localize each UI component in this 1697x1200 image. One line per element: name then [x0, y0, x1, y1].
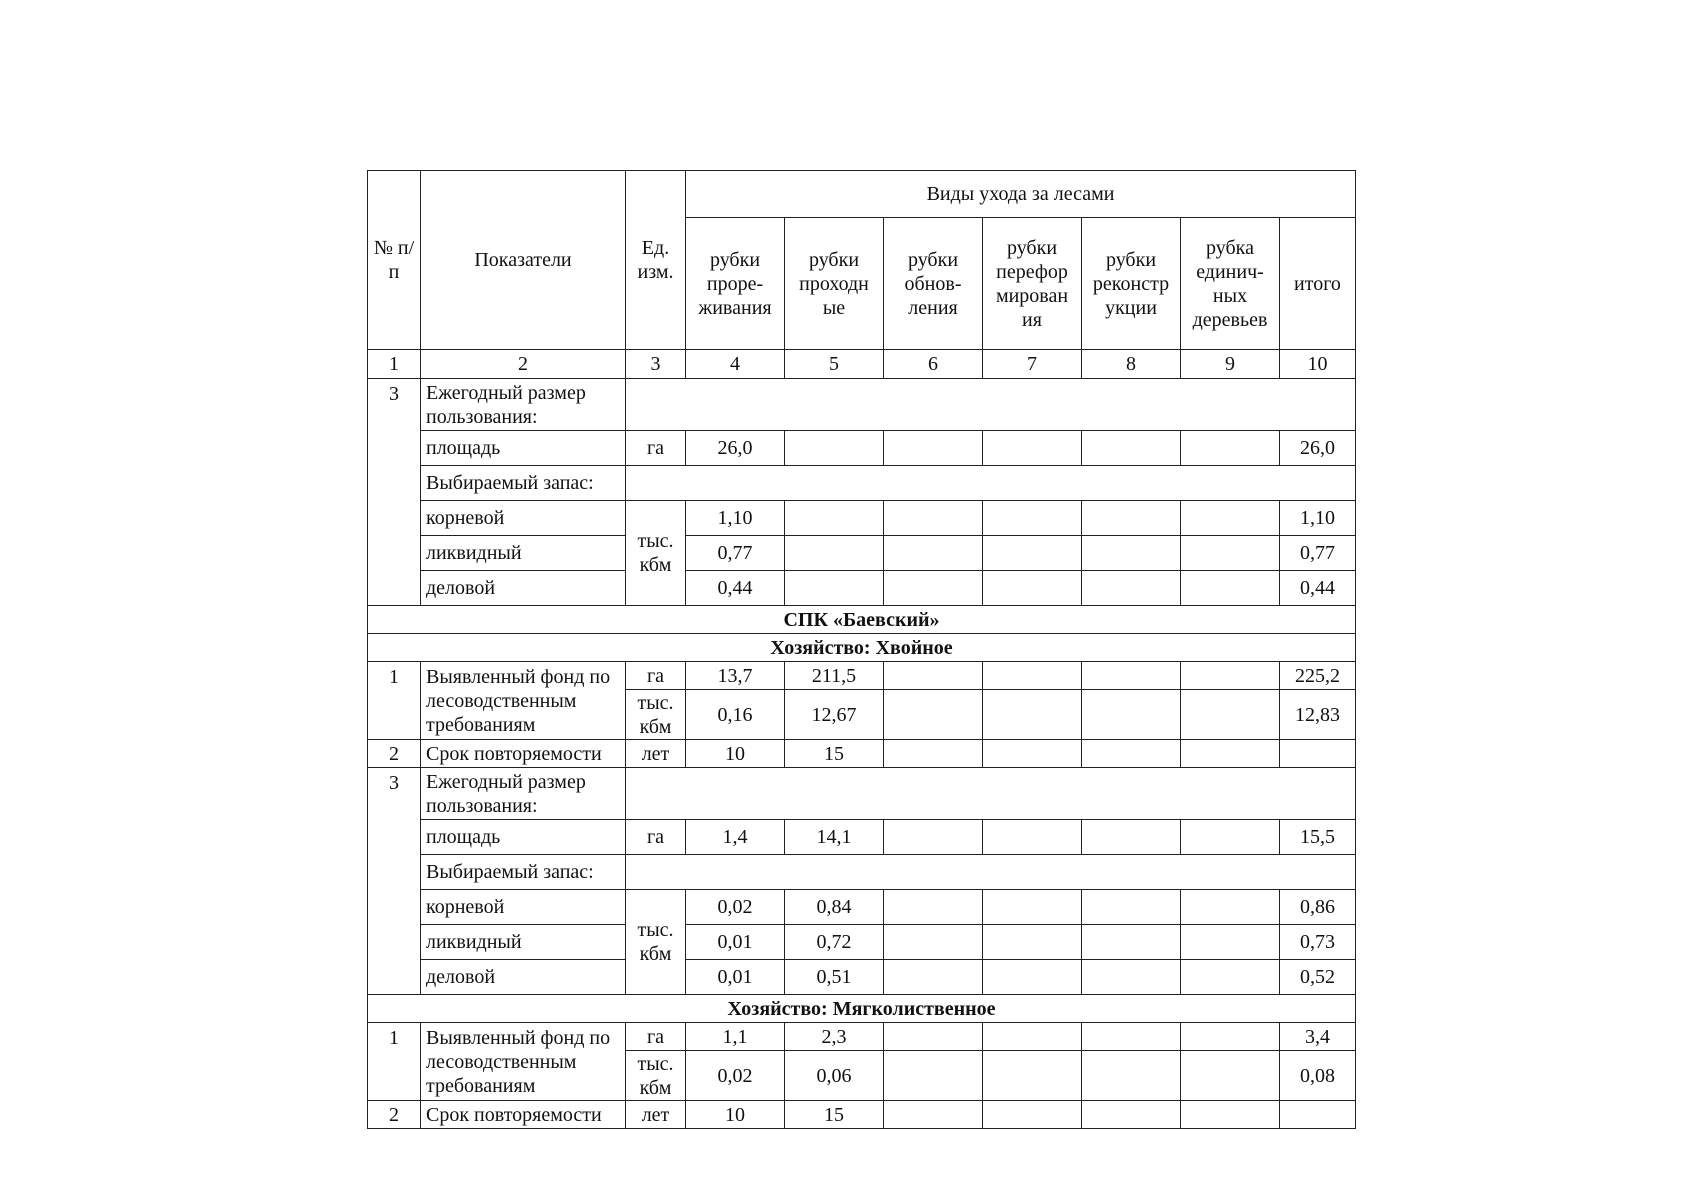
conifer-area-col8: [1082, 820, 1181, 855]
conifer-period-no: 2: [368, 740, 421, 768]
conifer-fund-area-col4: 13,7: [686, 662, 785, 690]
header-col-number: 10: [1280, 350, 1356, 379]
conifer-period-row: [368, 740, 1356, 768]
header-col-number: 4: [686, 350, 785, 379]
conifer-period-unit: лет: [626, 740, 686, 768]
conifer-stock-item-label: корневой: [421, 890, 626, 925]
conifer-stock-item-col10: 0,73: [1280, 925, 1356, 960]
block-a-stock-item-col8: [1082, 501, 1181, 536]
softwood-fund-volume-col7: [983, 1051, 1082, 1101]
conifer-fund-label: Выявленный фонд по лесоводственным требованиям: [421, 662, 626, 740]
block-a-stock-item-col4: 0,44: [686, 571, 785, 606]
header-type-1: рубки проре- живания: [686, 218, 785, 350]
block-a-stock-item-col9: [1181, 536, 1280, 571]
farm-softwood-title-row: [368, 995, 1356, 1023]
conifer-fund-volume-col10: 12,83: [1280, 690, 1356, 740]
conifer-fund-area-col9: [1181, 662, 1280, 690]
softwood-period-no: 2: [368, 1101, 421, 1129]
conifer-stock-item-col4: 0,01: [686, 960, 785, 995]
block-a-annual-no: 3: [368, 379, 421, 606]
farm-conifer-title: Хозяйство: Хвойное: [368, 634, 1356, 662]
block-a-stock-item-col9: [1181, 501, 1280, 536]
header-col-number: 9: [1181, 350, 1280, 379]
block-a-stock-item-label: корневой: [421, 501, 626, 536]
conifer-stock-item-col8: [1082, 925, 1181, 960]
conifer-stock-item-label: ликвидный: [421, 925, 626, 960]
block-a-stock-unit: тыс. кбм: [626, 501, 686, 606]
conifer-stock-item-col9: [1181, 890, 1280, 925]
conifer-area-col6: [884, 820, 983, 855]
softwood-fund-volume-col6: [884, 1051, 983, 1101]
softwood-fund-volume-col5: 0,06: [785, 1051, 884, 1101]
softwood-period-col6: [884, 1101, 983, 1129]
conifer-stock-item-col5: 0,51: [785, 960, 884, 995]
conifer-stock-item-col9: [1181, 960, 1280, 995]
block-a-area-row: [368, 431, 1356, 466]
softwood-period-col7: [983, 1101, 1082, 1129]
softwood-fund-unit-volume: тыс. кбм: [626, 1051, 686, 1101]
block-a-stock-label: Выбираемый запас:: [421, 466, 626, 501]
header-col-number: 5: [785, 350, 884, 379]
header-no: № п/п: [368, 171, 421, 350]
block-a-stock-item-col5: [785, 536, 884, 571]
block-a-stock-item-col7: [983, 571, 1082, 606]
softwood-fund-unit-area: га: [626, 1023, 686, 1051]
conifer-annual-no: 3: [368, 768, 421, 995]
softwood-fund-area-col5: 2,3: [785, 1023, 884, 1051]
conifer-area-unit: га: [626, 820, 686, 855]
header-col-number: 3: [626, 350, 686, 379]
conifer-stock-item-col6: [884, 890, 983, 925]
org-title-row: [368, 606, 1356, 634]
softwood-fund-area-row: [368, 1023, 1356, 1051]
conifer-period-col8: [1082, 740, 1181, 768]
conifer-fund-area-col6: [884, 662, 983, 690]
block-a-stock-row: [368, 466, 1356, 501]
block-a-stock-item-row: [368, 536, 1356, 571]
conifer-stock-item-col7: [983, 925, 1082, 960]
conifer-area-col5: 14,1: [785, 820, 884, 855]
block-a-area-col9: [1181, 431, 1280, 466]
conifer-period-col7: [983, 740, 1082, 768]
conifer-area-col9: [1181, 820, 1280, 855]
block-a-stock-item-col6: [884, 571, 983, 606]
conifer-area-label: площадь: [421, 820, 626, 855]
conifer-fund-area-col8: [1082, 662, 1181, 690]
header-col-number: 7: [983, 350, 1082, 379]
block-a-area-col8: [1082, 431, 1181, 466]
block-a-area-label: площадь: [421, 431, 626, 466]
header-type-4: рубки перефор мирован ия: [983, 218, 1082, 350]
softwood-fund-area-col9: [1181, 1023, 1280, 1051]
block-a-area-col10: 26,0: [1280, 431, 1356, 466]
softwood-period-unit: лет: [626, 1101, 686, 1129]
block-a-stock-item-col10: 0,77: [1280, 536, 1356, 571]
farm-conifer-title-row: [368, 634, 1356, 662]
block-a-stock-item-col7: [983, 536, 1082, 571]
conifer-fund-volume-col5: 12,67: [785, 690, 884, 740]
softwood-fund-area-col10: 3,4: [1280, 1023, 1356, 1051]
softwood-period-row: [368, 1101, 1356, 1129]
header-group-title: Виды ухода за лесами: [686, 171, 1356, 218]
block-a-stock-item-col8: [1082, 536, 1181, 571]
conifer-area-col10: 15,5: [1280, 820, 1356, 855]
conifer-stock-item-row: [368, 925, 1356, 960]
conifer-area-col4: 1,4: [686, 820, 785, 855]
header-indicators: Показатели: [421, 171, 626, 350]
softwood-fund-label: Выявленный фонд по лесоводственным требованиям: [421, 1023, 626, 1101]
block-a-stock-item-col5: [785, 571, 884, 606]
softwood-period-col10: [1280, 1101, 1356, 1129]
conifer-fund-volume-col7: [983, 690, 1082, 740]
conifer-stock-item-col8: [1082, 890, 1181, 925]
softwood-period-label: Срок повторяемости: [421, 1101, 626, 1129]
block-a-annual-row: [368, 379, 1356, 431]
block-a-stock-item-col6: [884, 501, 983, 536]
org-title: СПК «Баевский»: [368, 606, 1356, 634]
softwood-fund-area-col4: 1,1: [686, 1023, 785, 1051]
block-a-stock-item-col7: [983, 501, 1082, 536]
forest-care-table: [367, 170, 1356, 1129]
block-a-stock-item-label: ликвидный: [421, 536, 626, 571]
block-a-stock-item-col4: 0,77: [686, 536, 785, 571]
block-a-area-col6: [884, 431, 983, 466]
conifer-fund-area-col7: [983, 662, 1082, 690]
conifer-stock-item-col10: 0,52: [1280, 960, 1356, 995]
block-a-area-col5: [785, 431, 884, 466]
conifer-stock-item-col7: [983, 960, 1082, 995]
farm-softwood-title: Хозяйство: Мягколиственное: [368, 995, 1356, 1023]
conifer-stock-blank: [626, 855, 1356, 890]
softwood-fund-volume-col10: 0,08: [1280, 1051, 1356, 1101]
block-a-area-col4: 26,0: [686, 431, 785, 466]
conifer-stock-item-col4: 0,02: [686, 890, 785, 925]
conifer-period-col10: [1280, 740, 1356, 768]
header-type-5: рубки реконстр укции: [1082, 218, 1181, 350]
header-type-6: рубка единич- ных деревьев: [1181, 218, 1280, 350]
softwood-fund-area-col6: [884, 1023, 983, 1051]
block-a-stock-item-col6: [884, 536, 983, 571]
conifer-period-col6: [884, 740, 983, 768]
block-a-stock-item-col10: 1,10: [1280, 501, 1356, 536]
softwood-fund-area-col8: [1082, 1023, 1181, 1051]
softwood-fund-volume-col4: 0,02: [686, 1051, 785, 1101]
block-a-stock-item-col5: [785, 501, 884, 536]
block-a-annual-blank: [626, 379, 1356, 431]
conifer-fund-unit-volume: тыс. кбм: [626, 690, 686, 740]
header-col-number: 1: [368, 350, 421, 379]
softwood-period-col4: 10: [686, 1101, 785, 1129]
conifer-fund-area-col5: 211,5: [785, 662, 884, 690]
block-a-stock-blank: [626, 466, 1356, 501]
conifer-annual-row: [368, 768, 1356, 820]
conifer-fund-volume-col6: [884, 690, 983, 740]
conifer-fund-volume-col9: [1181, 690, 1280, 740]
softwood-fund-area-col7: [983, 1023, 1082, 1051]
block-a-area-unit: га: [626, 431, 686, 466]
conifer-stock-item-row: [368, 890, 1356, 925]
softwood-period-col9: [1181, 1101, 1280, 1129]
block-a-stock-item-col10: 0,44: [1280, 571, 1356, 606]
block-a-annual-label: Ежегодный размер пользования:: [421, 379, 626, 431]
block-a-stock-item-row: [368, 571, 1356, 606]
conifer-period-col9: [1181, 740, 1280, 768]
conifer-period-col5: 15: [785, 740, 884, 768]
header-unit: Ед. изм.: [626, 171, 686, 350]
conifer-period-col4: 10: [686, 740, 785, 768]
softwood-fund-volume-col8: [1082, 1051, 1181, 1101]
conifer-stock-item-col9: [1181, 925, 1280, 960]
conifer-period-label: Срок повторяемости: [421, 740, 626, 768]
conifer-stock-row: [368, 855, 1356, 890]
softwood-fund-volume-col9: [1181, 1051, 1280, 1101]
conifer-fund-area-col10: 225,2: [1280, 662, 1356, 690]
softwood-period-col8: [1082, 1101, 1181, 1129]
conifer-fund-unit-area: га: [626, 662, 686, 690]
conifer-fund-volume-col4: 0,16: [686, 690, 785, 740]
softwood-period-col5: 15: [785, 1101, 884, 1129]
header-type-3: рубки обнов- ления: [884, 218, 983, 350]
conifer-stock-item-row: [368, 960, 1356, 995]
conifer-stock-item-col5: 0,84: [785, 890, 884, 925]
softwood-fund-no: 1: [368, 1023, 421, 1101]
conifer-area-row: [368, 820, 1356, 855]
conifer-stock-label: Выбираемый запас:: [421, 855, 626, 890]
conifer-fund-no: 1: [368, 662, 421, 740]
conifer-stock-item-col10: 0,86: [1280, 890, 1356, 925]
block-a-stock-item-col9: [1181, 571, 1280, 606]
conifer-fund-volume-col8: [1082, 690, 1181, 740]
conifer-stock-item-col8: [1082, 960, 1181, 995]
conifer-annual-blank: [626, 768, 1356, 820]
conifer-stock-item-col6: [884, 960, 983, 995]
header-numbers-row: [368, 350, 1356, 379]
header-col-number: 2: [421, 350, 626, 379]
header-type-2: рубки проходн ые: [785, 218, 884, 350]
conifer-stock-item-col5: 0,72: [785, 925, 884, 960]
header-col-number: 6: [884, 350, 983, 379]
header-col-number: 8: [1082, 350, 1181, 379]
conifer-annual-label: Ежегодный размер пользования:: [421, 768, 626, 820]
block-a-stock-item-col8: [1082, 571, 1181, 606]
conifer-stock-item-col7: [983, 890, 1082, 925]
conifer-stock-item-col4: 0,01: [686, 925, 785, 960]
block-a-stock-item-row: [368, 501, 1356, 536]
conifer-stock-item-label: деловой: [421, 960, 626, 995]
block-a-area-col7: [983, 431, 1082, 466]
block-a-stock-item-col4: 1,10: [686, 501, 785, 536]
header-row-1: [368, 171, 1356, 218]
block-a-stock-item-label: деловой: [421, 571, 626, 606]
header-type-7: итого: [1280, 218, 1356, 350]
conifer-area-col7: [983, 820, 1082, 855]
conifer-stock-unit: тыс. кбм: [626, 890, 686, 995]
conifer-fund-area-row: [368, 662, 1356, 690]
conifer-stock-item-col6: [884, 925, 983, 960]
